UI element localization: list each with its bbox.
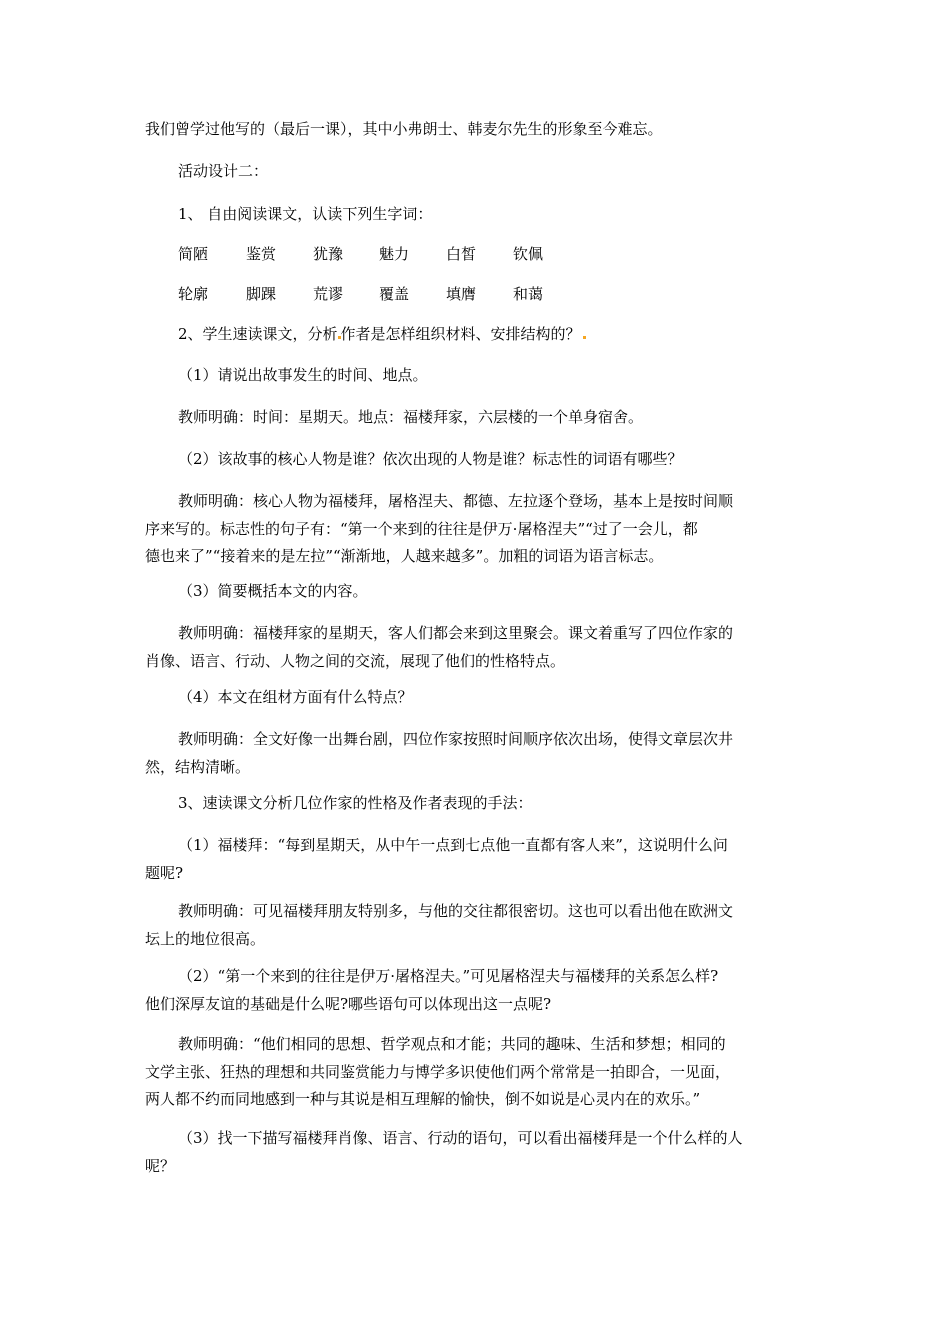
question-5 xyxy=(145,832,805,887)
paragraph-task-1 xyxy=(145,201,805,229)
text-line: （1）请说出故事发生的时间、地点。 xyxy=(178,366,428,384)
text-line: （2）“第一个来到的往往是伊万·屠格涅夫。”可见屠格涅夫与福楼拜的关系怎么样? xyxy=(178,967,719,985)
answer-4 xyxy=(145,726,805,781)
text-line: 我们曾学过他写的（最后一课），其中小弗朗士、韩麦尔先生的形象至今难忘。 xyxy=(145,120,663,138)
vocab-word: 鉴赏 xyxy=(246,245,277,263)
text-line: 题呢? xyxy=(145,863,184,882)
text-line: 教师明确：“他们相同的思想、哲学观点和才能；共同的趣味、生活和梦想；相同的 xyxy=(178,1035,726,1053)
paragraph-task-3 xyxy=(145,790,805,818)
vocab-word: 和蔼 xyxy=(513,285,544,303)
text-line: 肖像、语言、行动、人物之间的交流，展现了他们的性格特点。 xyxy=(145,651,566,670)
text-segment: 作者是怎样组织材料、安排结构的？ xyxy=(340,325,581,343)
text-line: （2）该故事的核心人物是谁？依次出现的人物是谁？标志性的词语有哪些？ xyxy=(178,450,683,468)
vocab-word: 填膺 xyxy=(446,285,477,303)
question-6 xyxy=(145,963,805,1018)
text-line: 两人都不约而同地感到一种与其说是相互理解的愉快，倒不如说是心灵内在的欢乐。” xyxy=(145,1090,701,1108)
question-7 xyxy=(145,1125,805,1180)
vocab-word: 覆盖 xyxy=(379,285,410,303)
vocab-word: 魅力 xyxy=(379,245,410,263)
text-line: 然，结构清晰。 xyxy=(145,757,251,776)
vocab-word: 脚踝 xyxy=(246,285,277,303)
vocab-word: 白皙 xyxy=(446,245,477,263)
question-1 xyxy=(145,362,805,390)
answer-3 xyxy=(145,620,805,675)
vocab-word: 轮廓 xyxy=(178,285,209,303)
answer-1 xyxy=(145,404,805,432)
vocab-word: 荒谬 xyxy=(313,285,344,303)
text-line: 坛上的地位很高。 xyxy=(145,929,266,948)
text-line: 教师明确：全文好像一出舞台剧，四位作家按照时间顺序依次出场，使得文章层次井 xyxy=(178,730,734,748)
text-line xyxy=(145,321,805,349)
text-line: （4）本文在组材方面有什么特点？ xyxy=(178,688,413,706)
text-line: 教师明确：福楼拜家的星期天，客人们都会来到这里聚会。课文着重写了四位作家的 xyxy=(178,624,734,642)
text-line: （3）简要概括本文的内容。 xyxy=(178,582,368,600)
text-line: 序来写的。标志性的句子有：“第一个来到的往往是伊万·屠格涅夫”“过了一会儿，都 xyxy=(145,519,698,538)
text-line: （3）找一下描写福楼拜肖像、语言、行动的语句，可以看出福楼拜是一个什么样的人 xyxy=(178,1129,743,1147)
paragraph-intro xyxy=(145,116,805,144)
text-line: 德也来了”“接着来的是左拉”“渐渐地，人越来越多”。加粗的词语为语言标志。 xyxy=(145,547,664,565)
answer-6 xyxy=(145,1031,805,1114)
text-line: 呢？ xyxy=(145,1156,176,1175)
text-line: 3、速读课文分析几位作家的性格及作者表现的手法： xyxy=(178,794,533,812)
text-line: （1）福楼拜：“每到星期天，从中午一点到七点他一直都有客人来”，这说明什么问 xyxy=(178,836,728,854)
answer-2 xyxy=(145,488,805,571)
text-segment: 2、学生速读课文，分析 xyxy=(178,325,338,343)
marker-dot xyxy=(583,336,586,339)
text-line: 活动设计二： xyxy=(178,162,269,180)
text-line: 教师明确：核心人物为福楼拜，屠格涅夫、都德、左拉逐个登场，基本上是按时间顺 xyxy=(178,492,734,510)
text-line: 他们深厚友谊的基础是什么呢?哪些语句可以体现出这一点呢? xyxy=(145,994,552,1013)
vocab-word: 钦佩 xyxy=(513,245,544,263)
section-heading xyxy=(145,158,805,186)
text-line: 教师明确：可见福楼拜朋友特别多，与他的交往都很密切。这也可以看出他在欧洲文 xyxy=(178,902,734,920)
paragraph-task-2 xyxy=(145,321,805,349)
vocab-word: 简陋 xyxy=(178,245,209,263)
question-2 xyxy=(145,446,805,474)
vocab-word: 犹豫 xyxy=(313,245,344,263)
answer-5 xyxy=(145,898,805,953)
question-3 xyxy=(145,578,805,606)
text-line: 文学主张、狂热的理想和共同鉴赏能力与博学多识使他们两个常常是一拍即合，一见面， xyxy=(145,1062,731,1081)
question-4 xyxy=(145,684,805,712)
text-line: 教师明确：时间：星期天。地点：福楼拜家，六层楼的一个单身宿舍。 xyxy=(178,408,644,426)
text-line: 1、 自由阅读课文，认读下列生字词： xyxy=(178,205,433,223)
